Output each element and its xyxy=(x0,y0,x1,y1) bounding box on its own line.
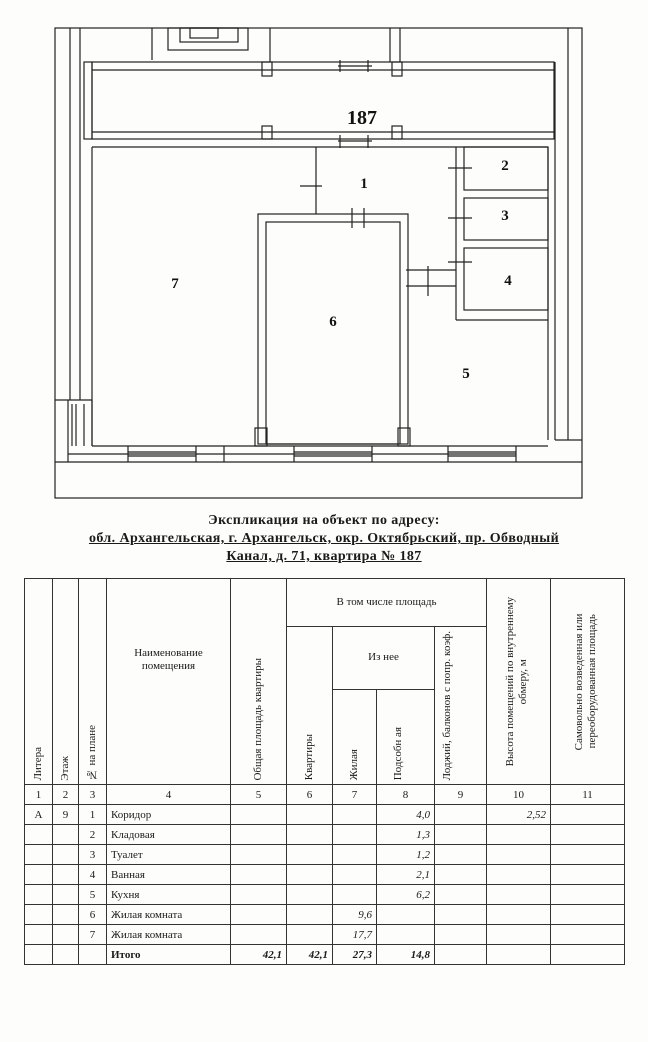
column-number: 11 xyxy=(551,785,625,805)
room-label-6: 6 xyxy=(329,314,337,330)
cell-litera xyxy=(25,885,53,905)
cell-unauthorized xyxy=(551,805,625,825)
column-number: 4 xyxy=(107,785,231,805)
cell-total-area xyxy=(231,825,287,845)
cell-litera xyxy=(25,905,53,925)
cell-apartments xyxy=(287,865,333,885)
table-row xyxy=(25,865,625,885)
total-apartments: 42,1 xyxy=(287,945,333,965)
cell-loggias xyxy=(435,905,487,925)
total-loggias xyxy=(435,945,487,965)
cell-auxiliary: 1,2 xyxy=(377,845,435,865)
cell-height xyxy=(487,925,551,945)
cell-height xyxy=(487,885,551,905)
cell-loggias xyxy=(435,805,487,825)
cell-apartments xyxy=(287,905,333,925)
header-auxiliary: Подсобн ая xyxy=(377,689,435,785)
cell-room-name: Кладовая xyxy=(107,825,231,845)
column-number: 1 xyxy=(25,785,53,805)
cell-room-name: Жилая комната xyxy=(107,925,231,945)
room-label-2: 2 xyxy=(501,158,509,174)
room-label-4: 4 xyxy=(504,273,512,289)
cell-auxiliary: 6,2 xyxy=(377,885,435,905)
cell-apartments xyxy=(287,825,333,845)
total-living: 27,3 xyxy=(333,945,377,965)
cell-unauthorized xyxy=(551,825,625,845)
cell-room-name: Ванная xyxy=(107,865,231,885)
column-number: 2 xyxy=(53,785,79,805)
column-numbers-row xyxy=(25,785,625,805)
cell-room-name: Коридор xyxy=(107,805,231,825)
total-row xyxy=(25,945,625,965)
table-row xyxy=(25,905,625,925)
cell-room-name: Жилая комната xyxy=(107,905,231,925)
floor-plan xyxy=(0,0,648,505)
cell-plan-no: 2 xyxy=(79,825,107,845)
cell-auxiliary: 1,3 xyxy=(377,825,435,845)
cell-plan-no: 1 xyxy=(79,805,107,825)
column-number: 6 xyxy=(287,785,333,805)
header-total-area: Общая площадь квартиры xyxy=(231,579,287,785)
cell-apartments xyxy=(287,805,333,825)
cell-unauthorized xyxy=(551,925,625,945)
cell-floor xyxy=(53,925,79,945)
cell-living: 9,6 xyxy=(333,905,377,925)
cell-litera xyxy=(25,825,53,845)
cell-floor: 9 xyxy=(53,805,79,825)
cell-plan-no: 6 xyxy=(79,905,107,925)
total-unauthorized xyxy=(551,945,625,965)
cell-total-area xyxy=(231,905,287,925)
header-name: Наименование помещения xyxy=(107,579,231,785)
cell-living xyxy=(333,845,377,865)
room-label-7: 7 xyxy=(171,276,179,292)
header-unauthorized: Самовольно возведенная или переоборудованная площадь xyxy=(551,579,625,785)
column-number: 9 xyxy=(435,785,487,805)
table-row xyxy=(25,825,625,845)
cell-plan-no: 3 xyxy=(79,845,107,865)
cell-unauthorized xyxy=(551,905,625,925)
cell-living: 17,7 xyxy=(333,925,377,945)
cell-loggias xyxy=(435,845,487,865)
cell-plan-no: 4 xyxy=(79,865,107,885)
cell-total-area xyxy=(231,865,287,885)
cell-floor xyxy=(53,865,79,885)
header-living: Жилая xyxy=(333,689,377,785)
cell-loggias xyxy=(435,865,487,885)
cell-litera: А xyxy=(25,805,53,825)
address-line-1: обл. Архангельская, г. Архангельск, окр. Октябрьский, пр. Обводный xyxy=(88,531,560,546)
column-number: 3 xyxy=(79,785,107,805)
apartment-number-label: 187 xyxy=(347,107,377,129)
cell-height xyxy=(487,845,551,865)
header-loggias: Лоджий, балконов с попр. коэф. xyxy=(435,627,487,785)
cell-height: 2,52 xyxy=(487,805,551,825)
cell-total-area xyxy=(231,845,287,865)
cell-total-area xyxy=(231,925,287,945)
header-of-which: Из нее xyxy=(333,627,435,690)
header-height: Высота помещений по внутреннему обмеру, м xyxy=(487,579,551,785)
cell-auxiliary xyxy=(377,925,435,945)
room-label-5: 5 xyxy=(462,366,470,382)
cell-apartments xyxy=(287,885,333,905)
header-apartments: Квартиры xyxy=(287,627,333,785)
table-row xyxy=(25,925,625,945)
table-row xyxy=(25,845,625,865)
explication-table xyxy=(24,578,625,965)
cell-living xyxy=(333,825,377,845)
cell-floor xyxy=(53,905,79,925)
room-label-1: 1 xyxy=(360,176,368,192)
plan-frame xyxy=(55,28,582,498)
cell-room-name: Туалет xyxy=(107,845,231,865)
cell-total-area xyxy=(231,805,287,825)
column-number: 10 xyxy=(487,785,551,805)
cell-auxiliary xyxy=(377,905,435,925)
cell-plan-no: 5 xyxy=(79,885,107,905)
cell-litera xyxy=(25,845,53,865)
table-row xyxy=(25,805,625,825)
cell-living xyxy=(333,885,377,905)
cell-total-area xyxy=(231,885,287,905)
cell-unauthorized xyxy=(551,865,625,885)
cell-height xyxy=(487,865,551,885)
cell-litera xyxy=(25,865,53,885)
address-line-2: Канал, д. 71, квартира № 187 xyxy=(226,549,422,564)
total-total-area: 42,1 xyxy=(231,945,287,965)
cell-litera xyxy=(25,925,53,945)
cell-living xyxy=(333,805,377,825)
cell-loggias xyxy=(435,885,487,905)
total-auxiliary: 14,8 xyxy=(377,945,435,965)
cell-height xyxy=(487,825,551,845)
total-label: Итого xyxy=(107,945,231,965)
column-number: 8 xyxy=(377,785,435,805)
cell-height xyxy=(487,905,551,925)
column-number: 5 xyxy=(231,785,287,805)
cell-plan-no: 7 xyxy=(79,925,107,945)
cell-room-name: Кухня xyxy=(107,885,231,905)
table-row xyxy=(25,885,625,905)
header-litera: Литера xyxy=(25,579,53,785)
cell-floor xyxy=(53,825,79,845)
cell-floor xyxy=(53,885,79,905)
cell-apartments xyxy=(287,925,333,945)
cell-auxiliary: 4,0 xyxy=(377,805,435,825)
column-number: 7 xyxy=(333,785,377,805)
header-floor: Этаж xyxy=(53,579,79,785)
cell-floor xyxy=(53,845,79,865)
cell-apartments xyxy=(287,845,333,865)
cell-auxiliary: 2,1 xyxy=(377,865,435,885)
header-including-area: В том числе площадь xyxy=(287,579,487,627)
cell-loggias xyxy=(435,825,487,845)
cell-living xyxy=(333,865,377,885)
header-plan-no: № на плане xyxy=(79,579,107,785)
cell-unauthorized xyxy=(551,885,625,905)
cell-loggias xyxy=(435,925,487,945)
explication-title: Экспликация на объект по адресу: xyxy=(208,513,440,528)
cell-unauthorized xyxy=(551,845,625,865)
total-height xyxy=(487,945,551,965)
room-label-3: 3 xyxy=(501,208,509,224)
